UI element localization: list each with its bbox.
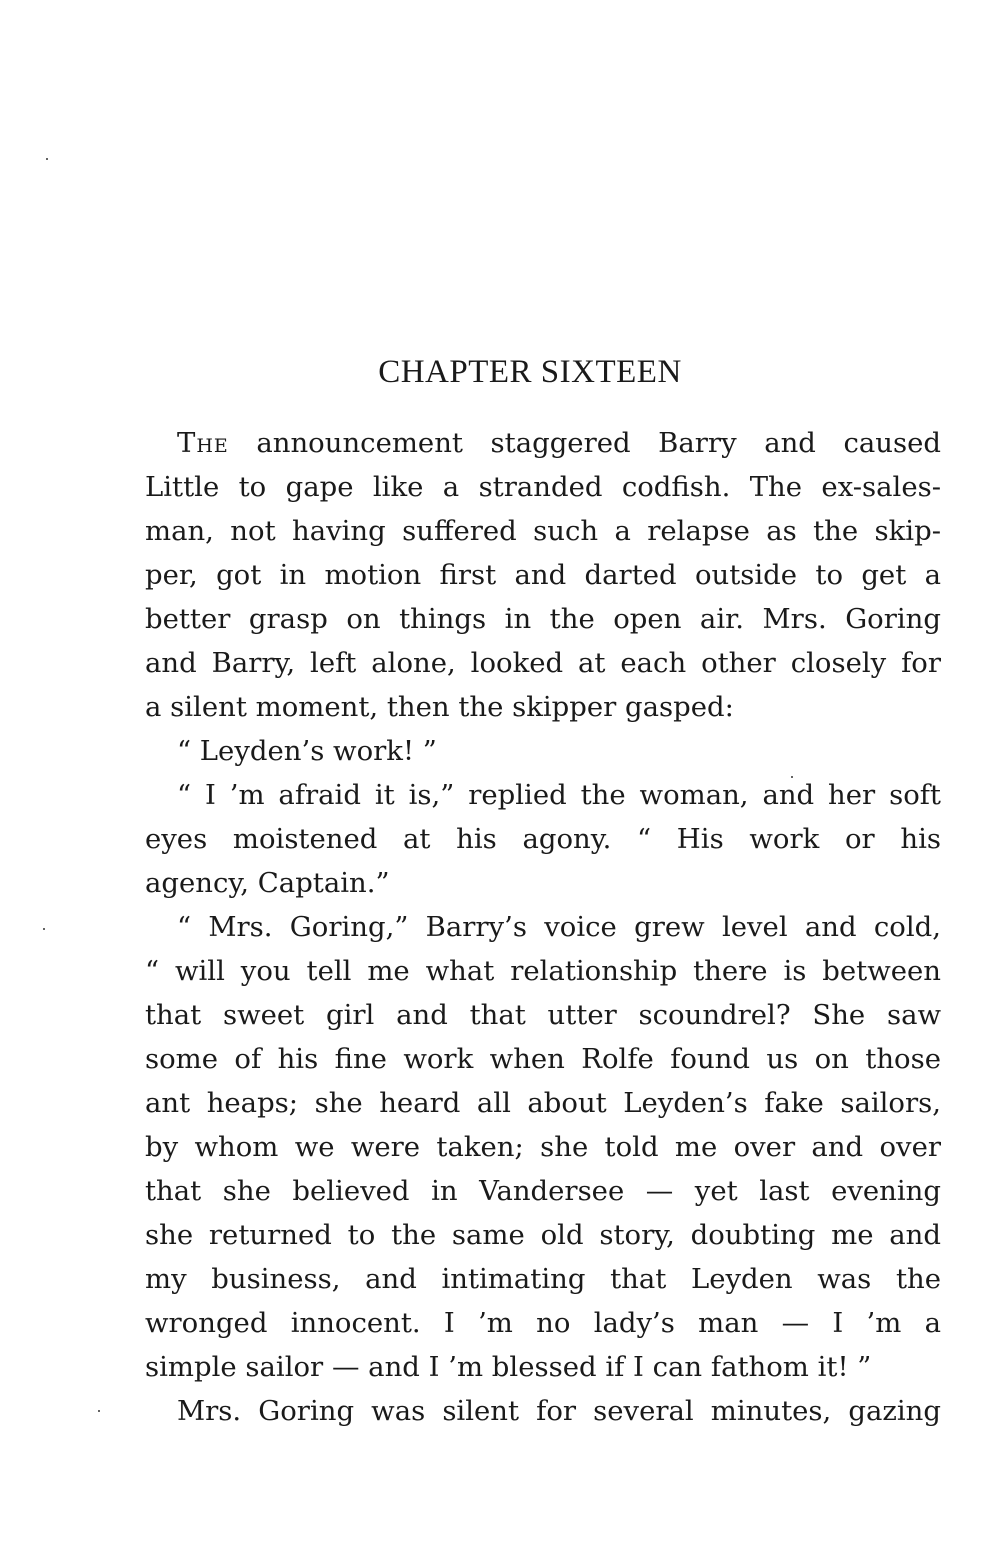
text-line: “ will you tell me what relationship there is between <box>145 955 941 987</box>
paragraph <box>145 729 941 773</box>
text-line: The announcement staggered Barry and caused <box>177 427 941 459</box>
text-line: “ Leyden’s work! ” <box>177 735 437 767</box>
text-line: and Barry, left alone, looked at each other closely for <box>145 647 941 679</box>
text-line: a silent moment, then the skipper gasped: <box>145 691 734 723</box>
paragraph <box>145 1389 941 1433</box>
text-line: eyes moistened at his agony. “ His work or his <box>145 823 941 855</box>
text-line: Little to gape like a stranded codfish. The ex-sales- <box>145 471 941 503</box>
scan-speck <box>46 158 48 160</box>
chapter-body <box>145 421 941 1433</box>
text-line: wronged innocent. I ’m no lady’s man — I ’m a <box>145 1307 941 1339</box>
text-line: simple sailor — and I ’m blessed if I can fathom it! ” <box>145 1351 872 1383</box>
paragraph <box>145 421 941 729</box>
text-line: by whom we were taken; she told me over and over <box>145 1131 941 1163</box>
text-line: man, not having suffered such a relapse as the skip- <box>145 515 941 547</box>
text-line: ant heaps; she heard all about Leyden’s fake sailors, <box>145 1087 941 1119</box>
text-line: “ I ’m afraid it is,” replied the woman, and her soft <box>177 779 941 811</box>
text-line: per, got in motion first and darted outside to get a <box>145 559 941 591</box>
text-line: “ Mrs. Goring,” Barry’s voice grew level and cold, <box>177 911 941 943</box>
scan-speck <box>791 776 793 778</box>
paragraph <box>145 905 941 1389</box>
text-line: better grasp on things in the open air. Mrs. Goring <box>145 603 941 635</box>
text-line: Mrs. Goring was silent for several minutes, gazing <box>177 1395 941 1427</box>
text-line: that sweet girl and that utter scoundrel? She saw <box>145 999 941 1031</box>
text-line: she returned to the same old story, doubting me and <box>145 1219 941 1251</box>
text-line: my business, and intimating that Leyden was the <box>145 1263 941 1295</box>
text-line: agency, Captain.” <box>145 867 390 899</box>
text-line: some of his fine work when Rolfe found us on those <box>145 1043 941 1075</box>
paragraph <box>145 773 941 905</box>
text-line: that she believed in Vandersee — yet last evening <box>145 1175 941 1207</box>
scan-speck <box>98 1410 100 1412</box>
drop-word: The <box>177 427 229 459</box>
chapter-title: CHAPTER SIXTEEN <box>378 354 682 390</box>
scan-speck <box>43 928 45 930</box>
